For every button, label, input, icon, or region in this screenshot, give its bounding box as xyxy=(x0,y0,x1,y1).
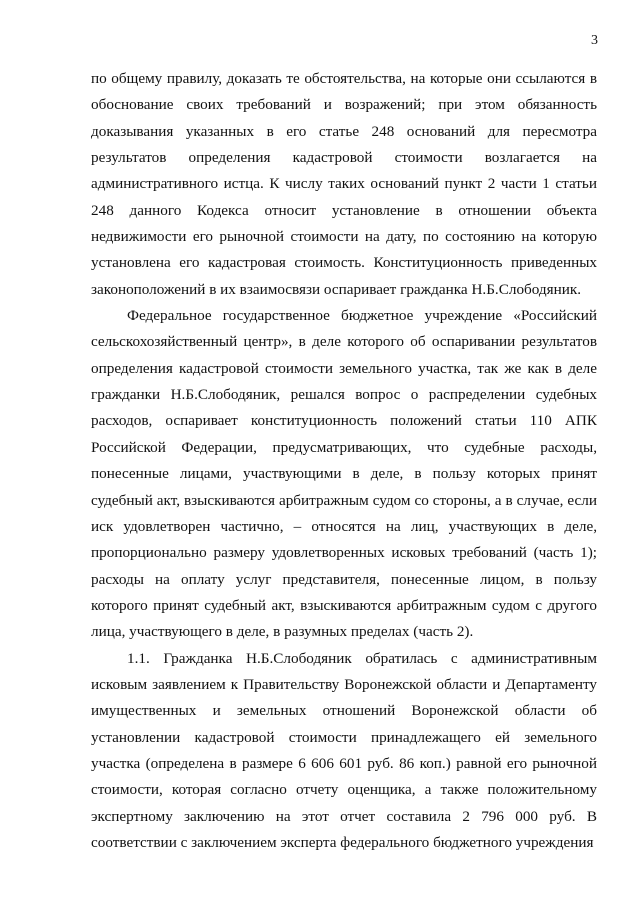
document-body xyxy=(91,66,597,856)
paragraph-3: 1.1. Гражданка Н.Б.Слободяник обратилась с административным исковым заявлением к Правительству Воронежской области и Департаменту имущественных и земельных отношений Воронежской области об установлении кадастровой стоимости принадлежащего ей земельного участка (определена в размере 6 606 601 руб. 86 коп.) равной его рыночной стоимости, которая согласно отчету оценщика, а также положительному экспертному заключению на этот отчет составила 2 796 000 руб. В соответствии с заключением эксперта федерального бюджетного учреждения xyxy=(91,649,597,851)
paragraph-2: Федеральное государственное бюджетное учреждение «Российский сельскохозяйственный центр», в деле которого об оспаривании результатов определения кадастровой стоимости земельного участка, так же как в деле гражданки Н.Б.Слободяник, решался вопрос о распределении судебных расходов, оспаривает конституционность положений статьи 110 АПК Российской Федерации, предусматривающих, что судебные расходы, понесенные лицами, участвующими в деле, в пользу которых принят судебный акт, взыскиваются арбитражным судом со стороны, а в случае, если иск удовлетворен частично, – относятся на лиц, участвующих в деле, пропорционально размеру удовлетворенных исковых требований (часть 1); расходы на оплату услуг представителя, понесенные лицом, в пользу которого принят судебный акт, взыскиваются арбитражным судом с другого лица, участвующего в деле, в разумных пределах (часть 2). xyxy=(91,307,597,641)
page-number: 3 xyxy=(591,33,598,48)
paragraph-1: по общему правилу, доказать те обстоятельства, на которые они ссылаются в обоснование своих требований и возражений; при этом обязанность доказывания указанных в его статье 248 оснований для пересмотра результатов определения кадастровой стоимости возлагается на административного истца. К числу таких оснований пункт 2 части 1 статьи 248 данного Кодекса относит установление в отношении объекта недвижимости его рыночной стоимости на дату, по состоянию на которую установлена его кадастровая стоимость. Конституционность приведенных законоположений в их взаимосвязи оспаривает гражданка Н.Б.Слободяник. xyxy=(91,70,597,298)
